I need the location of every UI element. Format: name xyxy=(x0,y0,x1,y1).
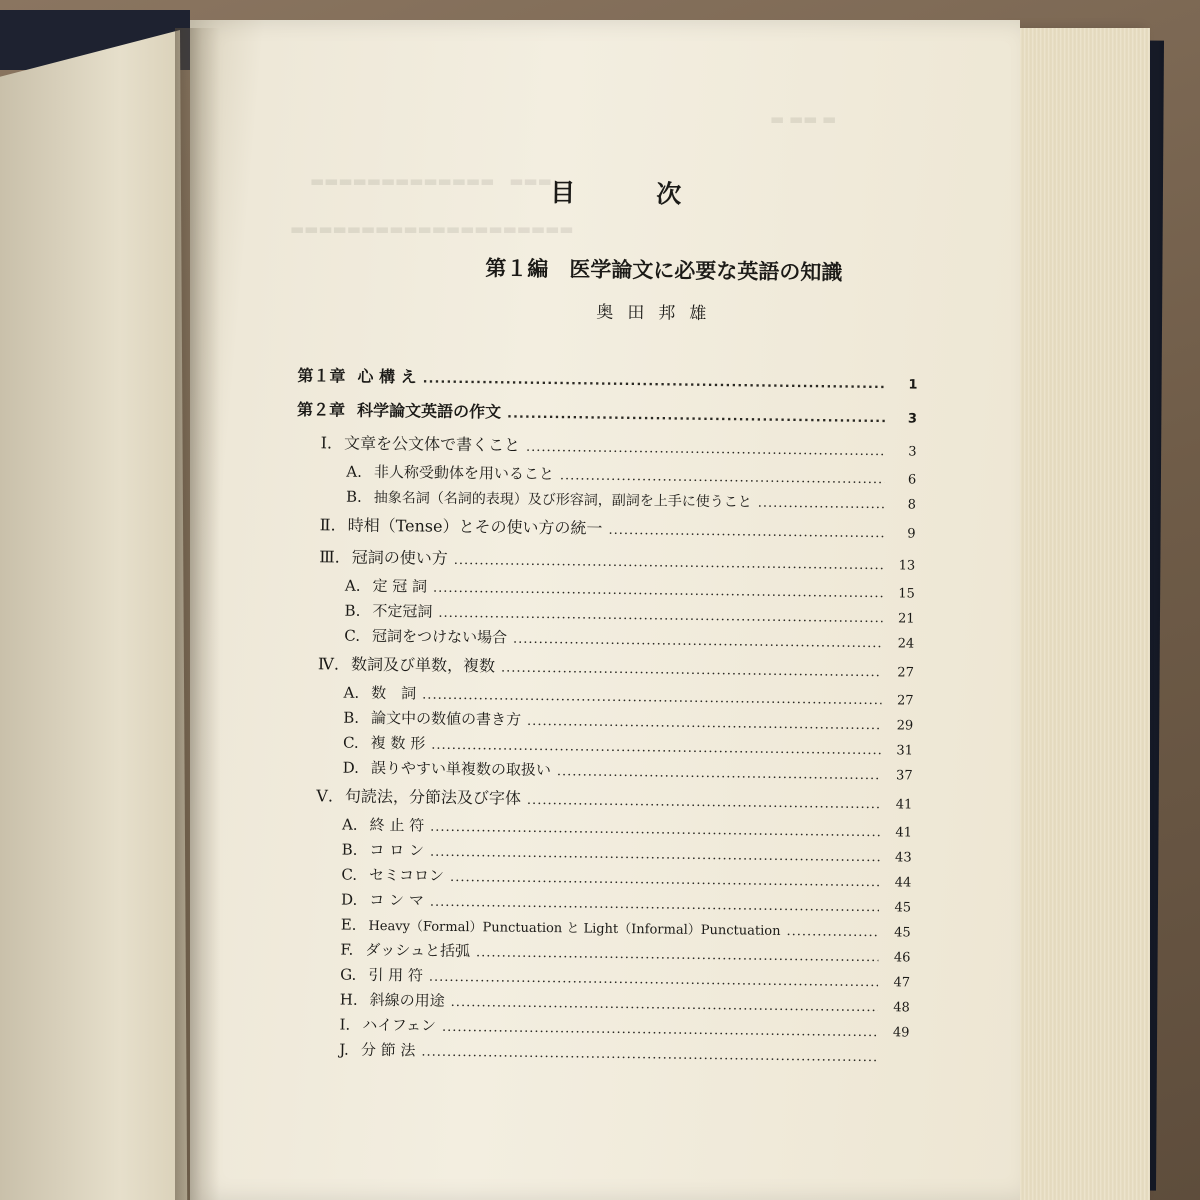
entry-number: 第１章 xyxy=(297,365,346,386)
entry-label: 抽象名詞（名詞的表現）及び形容詞，副詞を上手に使うこと xyxy=(373,489,752,511)
entry-label: 非人称受動体を用いること xyxy=(373,462,555,484)
entry-number: Ⅱ. xyxy=(319,515,336,535)
entry-number: H. xyxy=(339,990,358,1009)
author-name: 奥田邦雄 xyxy=(596,302,721,325)
leader-dots xyxy=(557,759,881,788)
page-number: 3 xyxy=(907,411,918,427)
entry-number: A. xyxy=(341,815,358,834)
entry-number: D. xyxy=(342,758,360,777)
entry-label: 文章を公文体で書くこと xyxy=(343,433,521,455)
entry-number: B. xyxy=(345,487,362,506)
page-number: 13 xyxy=(898,558,916,574)
entry-label: 科学論文英語の作文 xyxy=(356,400,502,422)
entry-label: 数詞及び単数，複数 xyxy=(350,654,496,676)
entry-number: E. xyxy=(340,915,357,934)
leader-dots xyxy=(786,919,879,945)
entry-number: A. xyxy=(343,683,360,702)
page-number: 45 xyxy=(894,900,912,916)
entry-number: G. xyxy=(340,965,357,984)
entry-number: C. xyxy=(344,626,361,645)
entry-number: A. xyxy=(344,576,361,595)
entry-number: B. xyxy=(344,601,361,620)
page-number: 1 xyxy=(908,377,918,393)
entry-number: J. xyxy=(339,1040,349,1059)
page-number: 6 xyxy=(907,472,917,488)
toc-title: 目 次 xyxy=(550,178,710,210)
entry-number: B. xyxy=(341,840,358,859)
entry-label: 冠詞の使い方 xyxy=(351,547,448,568)
entry-number: C. xyxy=(341,865,358,884)
entry-number: B. xyxy=(343,708,360,727)
entry-label: コ ロ ン xyxy=(369,840,425,860)
entry-label: 論文中の数値の書き方 xyxy=(370,708,522,729)
page-number: 43 xyxy=(895,850,912,866)
show-through-text: ▬ ▬▬ ▬ xyxy=(770,110,837,128)
entry-number: A. xyxy=(346,462,363,481)
entry-number: F. xyxy=(340,940,354,959)
table-of-contents xyxy=(289,170,920,1070)
leader-dots xyxy=(608,515,884,550)
entry-number: Ⅲ. xyxy=(319,547,340,567)
page-number: 31 xyxy=(896,743,914,759)
page-number: 37 xyxy=(896,768,913,784)
page-number: 46 xyxy=(893,950,911,966)
entry-label: 斜線の用途 xyxy=(369,990,445,1010)
page-number: 41 xyxy=(895,797,913,813)
page-number: 49 xyxy=(892,1025,910,1041)
page-number: 8 xyxy=(907,497,917,513)
entry-label: 定 冠 詞 xyxy=(372,576,428,596)
entry-label: ハイフェン xyxy=(362,1015,437,1035)
page-edges xyxy=(1005,28,1150,1200)
page-number: 44 xyxy=(894,875,912,891)
entry-label: 終 止 符 xyxy=(369,815,425,835)
entry-number: D. xyxy=(340,890,358,909)
leader-dots xyxy=(507,398,885,437)
page-number: 21 xyxy=(897,611,915,627)
page-number: 27 xyxy=(897,665,914,681)
entry-number: 第２章 xyxy=(296,399,346,420)
entry-label: 心 構 え xyxy=(357,366,417,387)
entry-number: I. xyxy=(339,1015,351,1034)
entry-label: 不定冠詞 xyxy=(372,601,433,621)
page-number: 3 xyxy=(908,444,917,460)
page-number: 47 xyxy=(893,975,911,991)
entry-number: Ⅴ. xyxy=(316,786,334,806)
entry-label: 冠詞をつけない場合 xyxy=(371,626,508,647)
entry-label: 句読法，分節法及び字体 xyxy=(344,786,522,808)
book-gutter xyxy=(175,28,220,1200)
leader-dots xyxy=(513,627,883,657)
entry-label: コ ン マ xyxy=(369,890,425,910)
show-through-text: ▬▬▬▬▬▬▬▬▬▬▬▬▬▬▬▬▬▬▬▬ xyxy=(290,220,574,238)
entry-number: Ⅳ. xyxy=(317,654,340,674)
entry-label: 数 詞 xyxy=(371,683,417,703)
leader-dots xyxy=(758,491,884,518)
page-number: 27 xyxy=(896,693,914,709)
page-number: 48 xyxy=(893,1000,910,1016)
entry-label: ダッシュと括弧 xyxy=(365,940,471,961)
entry-number: Ⅰ. xyxy=(320,433,333,453)
page-number: 24 xyxy=(897,636,915,652)
show-through-text: ▬▬▬▬▬▬▬▬▬▬▬▬▬ ▬▬▬ xyxy=(310,172,552,190)
page-number: 15 xyxy=(898,586,915,602)
entry-label: 誤りやすい単複数の取扱い xyxy=(370,758,552,780)
page-number: 29 xyxy=(896,718,914,734)
part-title: 第１編 医学論文に必要な英語の知識 xyxy=(485,256,843,285)
entry-label: Heavy（Formal）Punctuation と Light（Informal）Punctuation xyxy=(368,918,781,939)
entry-label: 分 節 法 xyxy=(360,1040,416,1060)
entry-label: 時相（Tense）とその使い方の統一 xyxy=(347,515,603,538)
entry-number: C. xyxy=(342,733,359,752)
page-number: 45 xyxy=(894,925,911,941)
entry-label: 引 用 符 xyxy=(368,965,424,985)
entry-label: セミコロン xyxy=(369,865,445,885)
page-number: 9 xyxy=(907,526,916,542)
page-number: 41 xyxy=(895,825,913,841)
entry-label: 複 数 形 xyxy=(370,733,426,753)
